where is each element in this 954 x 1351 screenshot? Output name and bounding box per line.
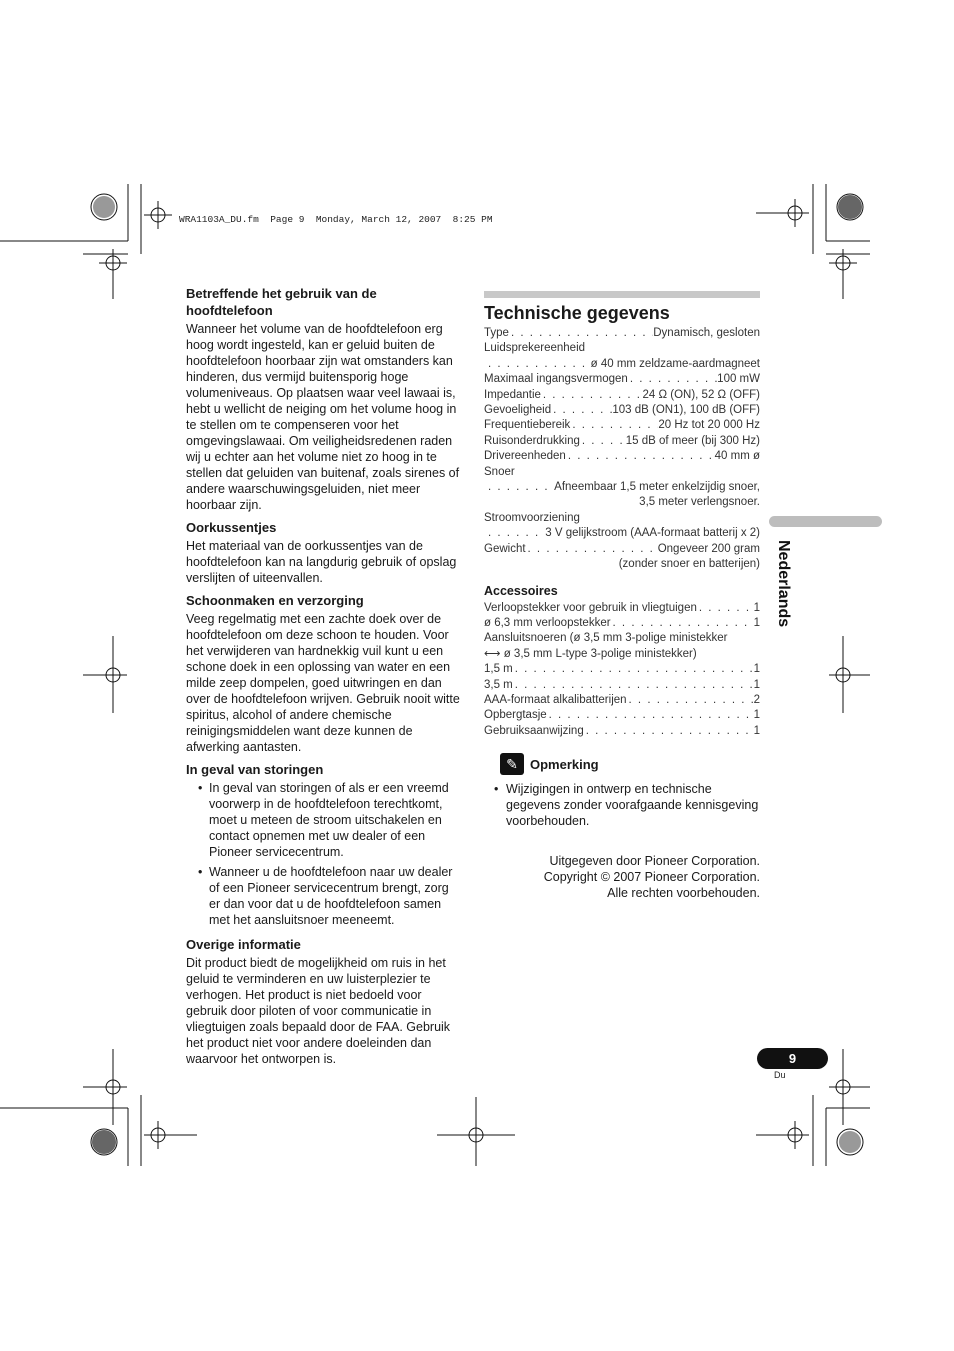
spec-value: 40 mm ø [714, 450, 760, 463]
spec-row-cord [484, 480, 760, 495]
spec-label: Frequentiebereik [484, 419, 571, 432]
accessory-qty: 1 [753, 678, 760, 691]
accessory-row [484, 708, 760, 723]
pencil-icon: ✎ [500, 753, 524, 775]
publisher-line: Uitgegeven door Pioneer Corporation. [549, 854, 760, 869]
spec-value: (zonder snoer en batterijen) [618, 558, 760, 571]
accessory-qty: 1 [753, 709, 760, 722]
section-body: Veeg regelmatig met een zachte doek over de hoofdtelefoon om deze schoon te houden. Voor het verwijderen van hardnekkig vuil kunt u een schone doek in een oplossing van water en een milde zeep dompelen, goed uitwringen en dan over de hoofdtelefoon wrijven. Gebruik nooit witte spiritus, alcohol of andere chemische reinigingsmiddelen want deze kunnen de afwerking aantasten. [186, 612, 460, 754]
double-arrow-icon: ⟷ [484, 647, 501, 660]
note-list [484, 781, 760, 829]
spec-label: Snoer [484, 465, 515, 478]
title-bar [484, 291, 760, 298]
section-heading: Oorkussentjes [186, 520, 277, 535]
note-header [500, 753, 760, 775]
spec-label: Impedantie [484, 388, 541, 401]
spec-value: 100 mW [717, 373, 760, 386]
spec-row-speaker [484, 357, 760, 372]
spec-value: 20 Hz tot 20 000 Hz [658, 419, 760, 432]
accessory-row [484, 601, 760, 616]
spec-label: Maximaal ingangsvermogen [484, 373, 628, 386]
spec-row-impedance [484, 388, 760, 403]
accessory-row [484, 724, 760, 739]
spec-row-power-supply [484, 526, 760, 541]
file-info-header: WRA1103A_DU.fm Page 9 Monday, March 12, 2007 8:25 PM [179, 214, 493, 225]
language-label: Nederlands [775, 540, 792, 628]
note-box [484, 753, 760, 829]
copyright-line: Copyright © 2007 Pioneer Corporation. [543, 870, 760, 885]
list-item: • Wijzigingen in ontwerp en technische gegevens zonder voorafgaande kennisgeving voorbehouden. [484, 781, 760, 829]
language-tab [769, 516, 882, 527]
spec-label: Gevoeligheid [484, 404, 552, 417]
spec-value: 3 V gelijkstroom (AAA-formaat batterij x 2) [545, 527, 760, 540]
spec-row-sensitivity [484, 403, 760, 418]
left-column [186, 285, 462, 1073]
accessory-row [484, 693, 760, 708]
accessory-label: Opbergtasje [484, 709, 547, 722]
language-code: Du [774, 1070, 786, 1080]
list-item: • Wanneer u de hoofdtelefoon naar uw dealer of een Pioneer servicecentrum brengt, zorg er dan voor dat u de hoofdtelefoon samen met het aansluitsnoer meeneemt. [186, 864, 462, 928]
section-ear-pads [186, 519, 462, 586]
accessory-qty: 1 [753, 724, 760, 737]
list-item: • In geval van storingen of als er een vreemd voorwerp in de hoofdtelefoon terechtkomt, moet u meteen de stroom uitschakelen en contact opnemen met uw dealer of een Pioneer servicecentrum. [186, 780, 462, 860]
accessory-label: 1,5 m [484, 663, 513, 676]
section-body: Wanneer het volume van de hoofdtelefoon erg hoog wordt ingesteld, kan er geluid buiten de hoofdtelefoon hoorbaar zijn wat omstanders kan hinderen, dus vermijd buitensporig hoge volumeniveaus. Op plaatsen waar veel lawaai is, hebt u wellicht de neiging om het volume hoog in te stellen om te compenseren voor het omgevingslawaai. Om veiligheidsredenen raden wij u echter aan het volume niet zo hoog in te stellen dat geluiden van buitenaf, zoals sirenes of andere waarschuwingsgeluiden, niet meer hoorbaar zijn. [186, 322, 460, 512]
accessory-qty: 2 [753, 693, 760, 706]
accessory-label: ø 3,5 mm L-type 3-polige ministekker) [503, 647, 697, 660]
accessory-label: Verloopstekker voor gebruik in vliegtuigen [484, 601, 697, 614]
page-number: 9 [757, 1048, 828, 1069]
spec-value: ø 40 mm zeldzame-aardmagneet [590, 357, 760, 370]
note-title: Opmerking [530, 756, 599, 772]
accessory-row [484, 678, 760, 693]
spec-value: 24 Ω (ON), 52 Ω (OFF) [642, 388, 760, 401]
section-troubleshooting [186, 761, 462, 928]
accessory-row [484, 662, 760, 677]
spec-label: Luidsprekereenheid [484, 342, 586, 355]
accessory-qty: 1 [753, 616, 760, 629]
section-cleaning [186, 592, 462, 755]
page-title: Technische gegevens [484, 303, 670, 323]
spec-row-power [484, 372, 760, 387]
spec-value: Dynamisch, gesloten [653, 327, 760, 339]
section-other-info [186, 936, 462, 1067]
spec-row-weight [484, 542, 760, 557]
spec-label: Stroomvoorziening [484, 511, 580, 524]
spec-value: 15 dB of meer (bij 300 Hz) [625, 434, 760, 447]
accessory-label: Aansluitsnoeren (ø 3,5 mm 3-polige ministekker [484, 632, 728, 645]
section-heading: In geval van storingen [186, 762, 324, 777]
section-headphone-use [186, 285, 462, 513]
spec-label: Type [484, 327, 509, 339]
accessory-label: AAA-formaat alkalibatterijen [484, 693, 627, 706]
accessory-row [484, 616, 760, 631]
publisher-info [484, 853, 760, 901]
spec-value: 103 dB (ON1), 100 dB (OFF) [612, 404, 760, 417]
accessories-list [484, 601, 760, 740]
spec-value: 3,5 meter verlengsnoer. [639, 496, 760, 509]
spec-table [484, 326, 760, 573]
spec-row-driver [484, 449, 760, 464]
section-body: Het materiaal van de oorkussentjes van de hoofdtelefoon kan na langdurig gebruik of opslag verslijten of uiteenvallen. [186, 539, 457, 585]
section-body: Dit product biedt de mogelijkheid om ruis in het geluid te verminderen en uw luisterplezier te verhogen. Het product is niet bedoeld voor gebruik door piloten of voor communicatie in vliegtuigen zoals bepaald door de FAA. Gebruik het product niet voor andere doeleinden dan waarvoor het ontworpen is. [186, 956, 451, 1066]
accessory-qty: 1 [753, 663, 760, 676]
accessory-label: ø 6,3 mm verloopstekker [484, 616, 611, 629]
rights-line: Alle rechten voorbehouden. [607, 886, 760, 901]
spec-row-type [484, 326, 760, 341]
spec-label: Drivereenheden [484, 450, 566, 463]
bullet-list [186, 780, 462, 928]
spec-label: Gewicht [484, 542, 526, 555]
section-heading: Schoonmaken en verzorging [186, 593, 364, 608]
spec-value: Afneembaar 1,5 meter enkelzijdig snoer, [554, 481, 760, 494]
section-heading: Overige informatie [186, 937, 301, 952]
accessory-qty: 1 [753, 601, 760, 614]
accessory-label: Gebruiksaanwijzing [484, 724, 584, 737]
accessory-label: 3,5 m [484, 678, 513, 691]
spec-row-noise [484, 434, 760, 449]
right-column [484, 291, 760, 901]
spec-row-frequency [484, 418, 760, 433]
accessories-heading: Accessoires [484, 583, 558, 598]
section-heading: Betreffende het gebruik van de hoofdtelefoon [186, 286, 377, 318]
spec-value: Ongeveer 200 gram [657, 542, 760, 555]
spec-label: Ruisonderdrukking [484, 434, 580, 447]
accessory-label-cont [484, 647, 760, 662]
